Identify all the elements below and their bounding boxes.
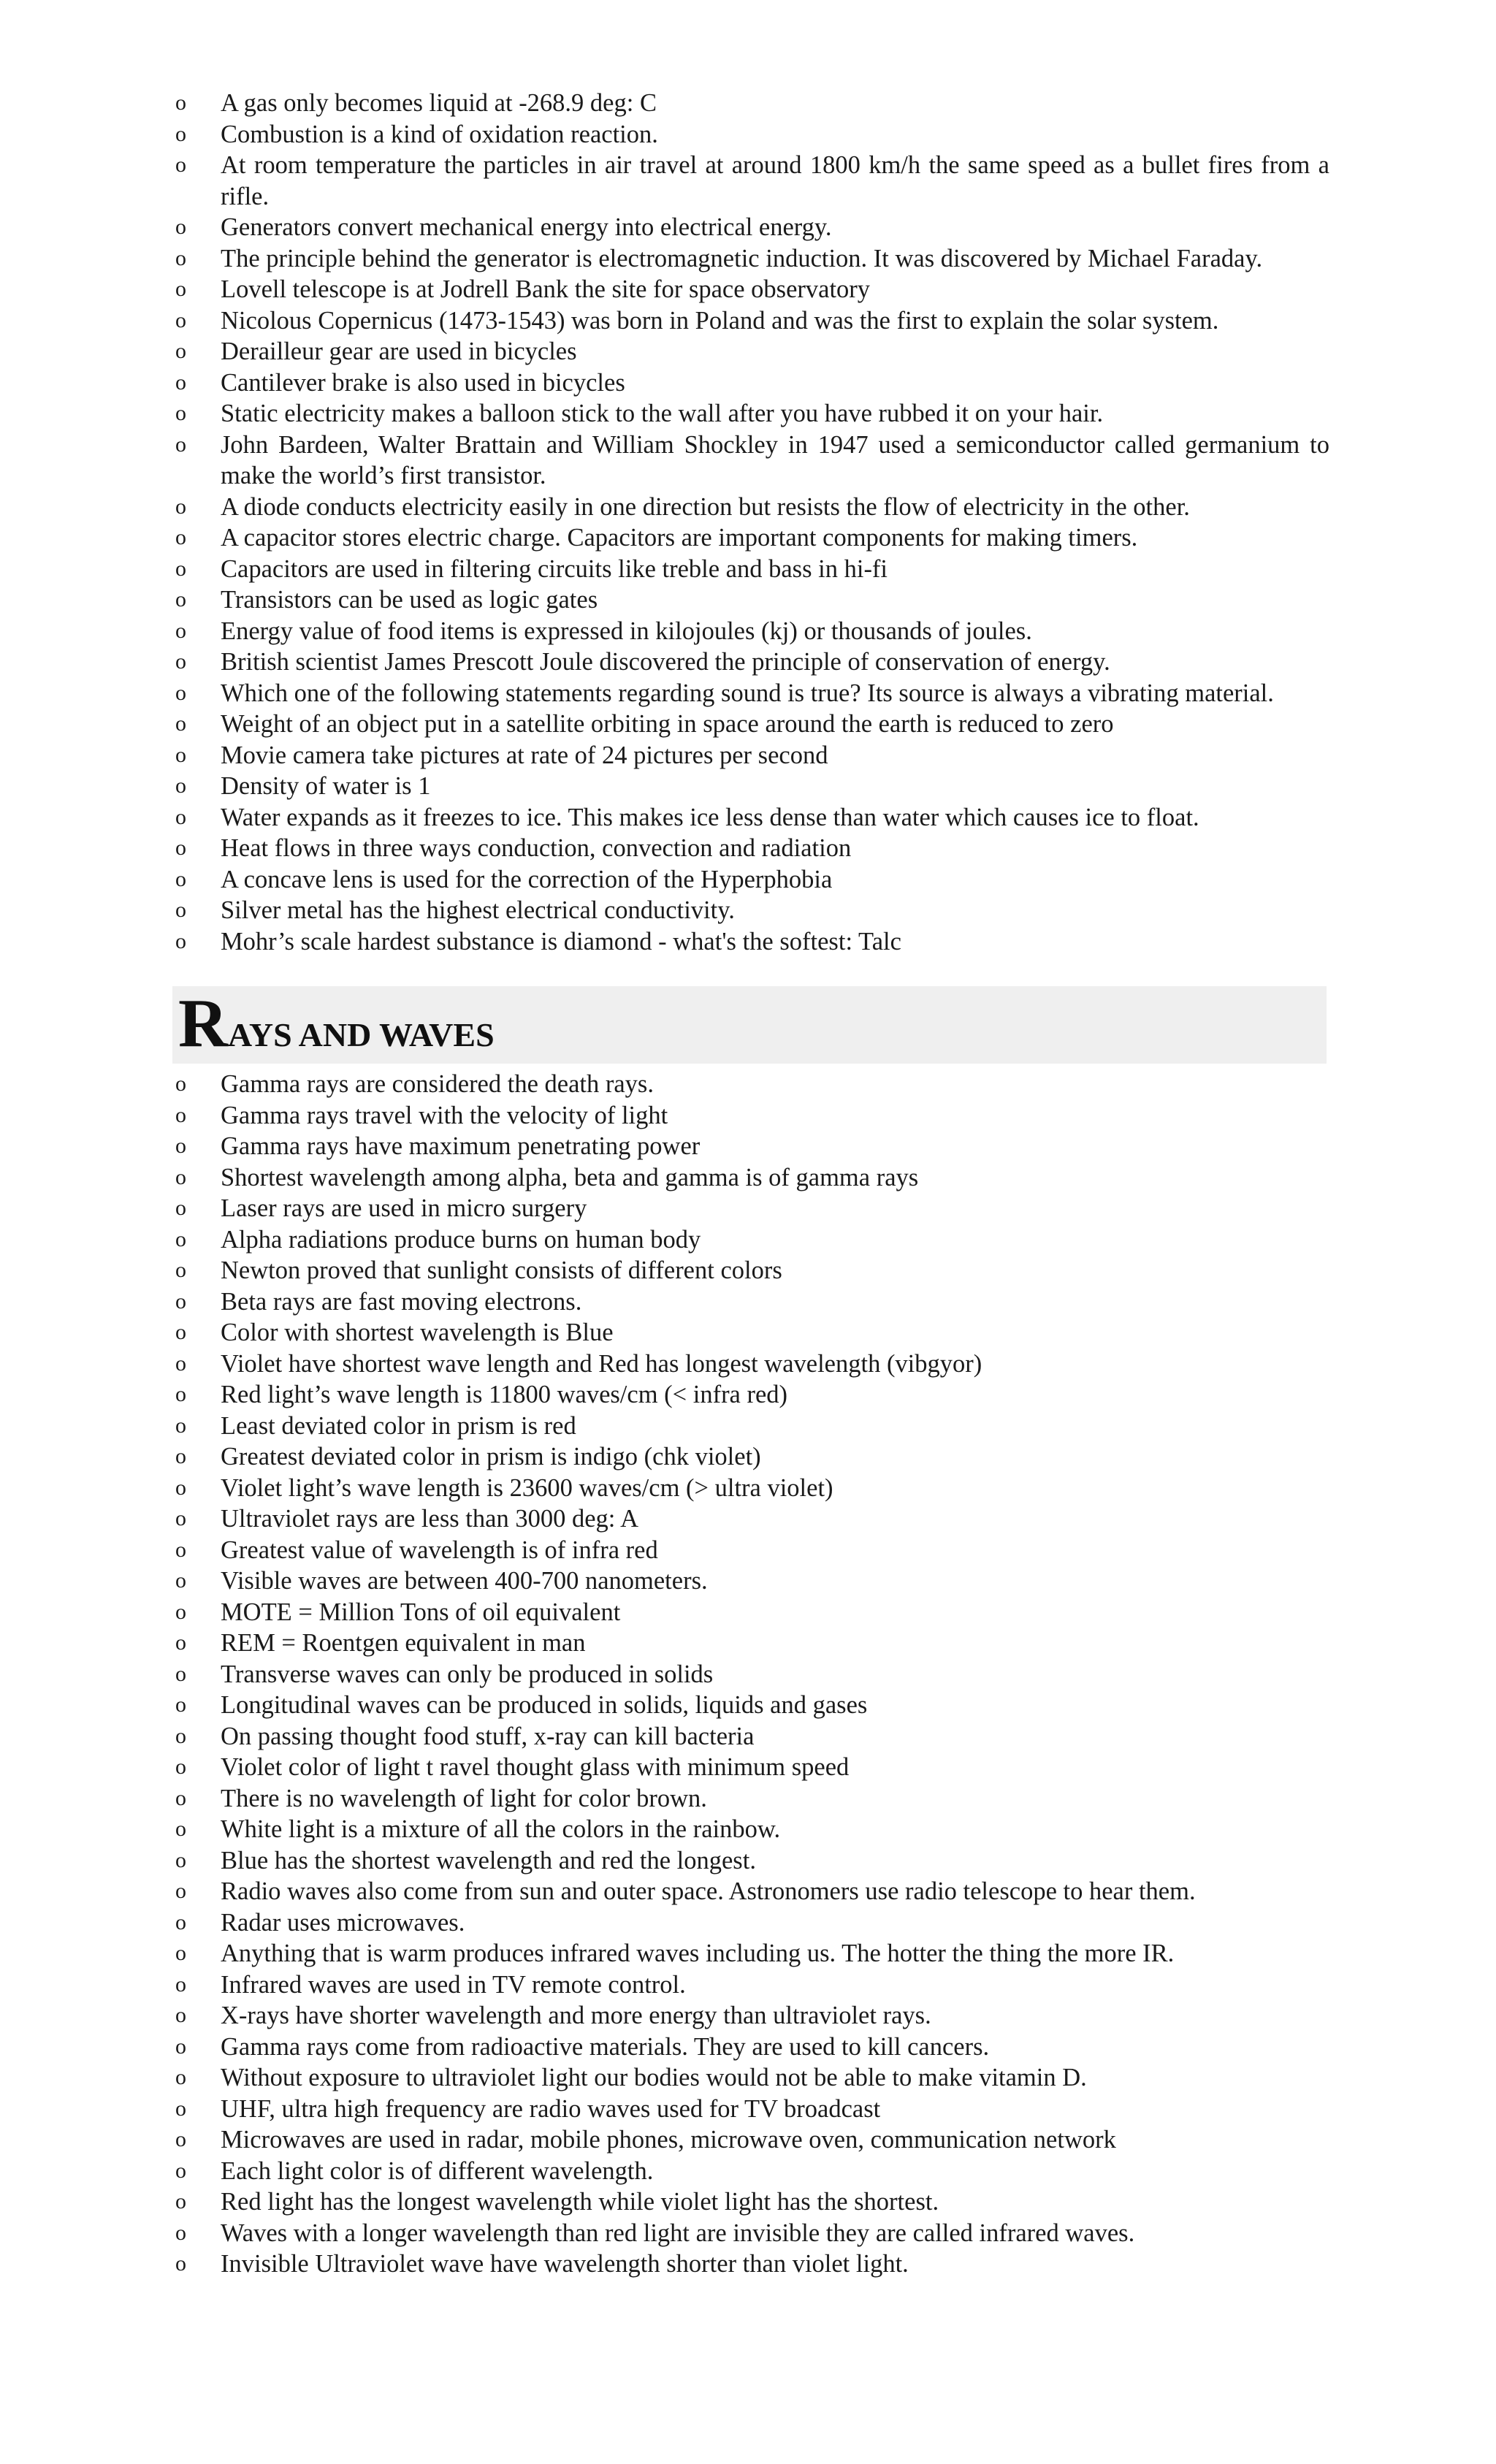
bullet-icon: o [175,1941,186,1965]
list-item [175,119,1329,150]
list-item-text: X-rays have shorter wavelength and more energy than ultraviolet rays. [221,2002,931,2029]
list-item [175,1535,1329,1566]
list-item [175,1411,1329,1442]
bullet-icon: o [175,1444,186,1468]
list-item-text: There is no wavelength of light for color brown. [221,1784,707,1812]
bullet-icon: o [175,2158,186,2183]
bullet-icon: o [175,1817,186,1841]
bullet-icon: o [175,1227,186,1251]
list-item [175,1628,1329,1659]
list-item [175,802,1329,834]
bullet-icon: o [175,1972,186,1996]
list-item-text: UHF, ultra high frequency are radio waves used for TV broadcast [221,2094,881,2123]
list-item-text: Energy value of food items is expressed in kilojoules (kj) or thousands of joules. [221,617,1032,645]
list-item [175,864,1329,896]
list-item-text: White light is a mixture of all the colors in the rainbow. [221,1815,781,1843]
list-item-text: Blue has the shortest wavelength and red the longest. [221,1846,756,1874]
list-item [175,926,1329,958]
bullet-icon: o [175,866,186,891]
list-item-text: Anything that is warm produces infrared waves including us. The hotter the thing the more IR. [221,1939,1175,1967]
bullet-icon: o [175,494,186,519]
bullet-icon: o [175,1413,186,1438]
bullet-icon: o [175,153,186,177]
list-item [175,2124,1329,2156]
list-item [175,2094,1329,2125]
bullet-icon: o [175,1847,186,1872]
bullet-icon: o [175,1537,186,1562]
list-item-text: Invisible Ultraviolet wave have wavelength shorter than violet light. [221,2250,909,2278]
bullet-icon: o [175,2251,186,2276]
list-item-text: At room temperature the particles in air travel at around 1800 km/h the same speed as a bullet fires from a rifle. [221,151,1329,210]
list-item [175,616,1329,647]
list-item-text: Gamma rays have maximum penetrating power [221,1132,701,1160]
list-item [175,1690,1329,1721]
bullet-icon: o [175,370,186,394]
bullet-icon: o [175,2003,186,2027]
list-item-text: Cantilever brake is also used in bicycles [221,368,625,397]
list-item-text: Shortest wavelength among alpha, beta and gamma is of gamma rays [221,1163,919,1191]
bullet-icon: o [175,712,186,736]
list-item [175,305,1329,337]
list-item-text: A capacitor stores electric charge. Capacitors are important components for making timers. [221,524,1138,552]
list-item [175,2186,1329,2218]
bullet-icon: o [175,836,186,860]
list-item-text: Heat flows in three ways conduction, convection and radiation [221,834,852,862]
list-item [175,1783,1329,1815]
list-item-text: Transistors can be used as logic gates [221,586,598,614]
list-item [175,243,1329,275]
list-item [175,1473,1329,1504]
list-item-text: Density of water is 1 [221,772,431,800]
list-item-text: Gamma rays are considered the death rays. [221,1070,654,1098]
list-item [175,1286,1329,1318]
list-item-text: Greatest deviated color in prism is indigo (chk violet) [221,1443,761,1471]
list-item-text: Silver metal has the highest electrical conductivity. [221,896,735,924]
list-item [175,1441,1329,1473]
bullet-icon: o [175,587,186,611]
bullet-icon: o [175,308,186,332]
section-title-initial: R [178,985,228,1061]
bullet-icon: o [175,1910,186,1934]
bullet-icon: o [175,2096,186,2121]
list-item-text: Greatest value of wavelength is of infra red [221,1536,658,1564]
list-item [175,1721,1329,1752]
bullet-icon: o [175,1102,186,1127]
list-item [175,709,1329,740]
list-item-text: Violet have shortest wave length and Red has longest wavelength (vibgyor) [221,1349,982,1378]
list-item-text: Transverse waves can only be produced in solids [221,1660,714,1688]
bullet-icon: o [175,121,186,146]
bullet-icon: o [175,1723,186,1748]
list-item-text: Combustion is a kind of oxidation reaction. [221,120,658,148]
list-item [175,430,1329,492]
list-item-text: Least deviated color in prism is red [221,1411,576,1440]
bullet-icon: o [175,1164,186,1189]
list-item-text: Laser rays are used in micro surgery [221,1194,587,1222]
bullet-icon: o [175,742,186,767]
list-item [175,1597,1329,1628]
bullet-icon: o [175,1599,186,1624]
list-item [175,1224,1329,1256]
bullet-icon: o [175,1258,186,1282]
bullet-icon: o [175,1196,186,1220]
list-item [175,1752,1329,1783]
list-item-text: Infrared waves are used in TV remote control. [221,1970,686,1999]
list-item-text: Lovell telescope is at Jodrell Bank the site for space observatory [221,275,871,303]
list-item [175,1565,1329,1597]
list-item [175,1100,1329,1132]
list-item [175,1255,1329,1286]
bullet-icon: o [175,2065,186,2089]
list-item-text: Red light has the longest wavelength while violet light has the shortest. [221,2188,939,2216]
list-item-text: Each light color is of different wavelength. [221,2156,654,2185]
bullet-icon: o [175,1568,186,1593]
list-item-text: On passing thought food stuff, x-ray can kill bacteria [221,1722,755,1750]
section-title-rest: AYS AND WAVES [227,1016,495,1053]
list-item [175,833,1329,864]
bullet-icon: o [175,1382,186,1406]
list-item [175,895,1329,926]
bullet-icon: o [175,245,186,270]
list-item-text: Visible waves are between 400-700 nanometers. [221,1567,708,1595]
bullet-icon: o [175,1475,186,1500]
list-item [175,1379,1329,1411]
list-item-text: Gamma rays come from radioactive materials. They are used to kill cancers. [221,2032,990,2061]
bullet-icon: o [175,680,186,705]
bullet-icon: o [175,1661,186,1686]
bullet-icon: o [175,339,186,363]
list-item [175,771,1329,802]
bullet-icon: o [175,277,186,301]
list-item [175,554,1329,585]
list-item [175,584,1329,616]
list-item-text: A gas only becomes liquid at -268.9 deg: C [221,89,657,117]
bullet-icon: o [175,401,186,425]
list-item-text: Ultraviolet rays are less than 3000 deg: A [221,1505,638,1533]
list-item-text: Alpha radiations produce burns on human body [221,1225,701,1254]
bullet-icon: o [175,1072,186,1096]
bullet-icon: o [175,1785,186,1810]
list-item-text: Without exposure to ultraviolet light our bodies would not be able to make vitamin D. [221,2064,1087,2091]
bullet-icon: o [175,1289,186,1313]
list-item-text: Beta rays are fast moving electrons. [221,1287,582,1316]
list-item-text: Water expands as it freezes to ice. This makes ice less dense than water which causes ice to float. [221,803,1199,831]
bullet-icon: o [175,2189,186,2213]
list-item [175,522,1329,554]
list-item [175,1969,1329,2001]
list-item [175,367,1329,399]
list-item [175,1938,1329,1969]
list-item [175,1659,1329,1690]
list-item-text: Weight of an object put in a satellite orbiting in space around the earth is reduced to zero [221,710,1114,738]
bullet-icon: o [175,215,186,239]
list-item-text: Microwaves are used in radar, mobile phones, microwave oven, communication network [221,2126,1116,2154]
list-item [175,274,1329,305]
bullet-icon: o [175,1630,186,1655]
bullet-icon: o [175,2034,186,2059]
list-item [175,678,1329,709]
bullet-icon: o [175,898,186,922]
list-item [175,492,1329,523]
list-item [175,2032,1329,2063]
list-item-text: Generators convert mechanical energy into electrical energy. [221,213,832,241]
list-item [175,88,1329,119]
list-item-text: Nicolous Copernicus (1473-1543) was born in Poland and was the first to explain the solar system. [221,306,1219,335]
list-item-text: Longitudinal waves can be produced in solids, liquids and gases [221,1691,868,1719]
bullet-icon: o [175,556,186,581]
facts-list [175,88,1329,957]
bullet-icon: o [175,525,186,549]
list-item-text: MOTE = Million Tons of oil equivalent [221,1598,621,1626]
list-item-text: Capacitors are used in filtering circuits like treble and bass in hi-fi [221,554,888,583]
list-item [175,150,1329,212]
list-item-text: A diode conducts electricity easily in one direction but resists the flow of electricity in the other. [221,492,1190,521]
list-item [175,646,1329,678]
list-item-text: Violet color of light t ravel thought glass with minimum speed [221,1753,850,1781]
section-heading [172,986,1327,1064]
bullet-icon: o [175,649,186,674]
bullet-icon: o [175,1879,186,1903]
list-item [175,1503,1329,1535]
list-item-text: The principle behind the generator is electromagnetic induction. It was discovered by Michael Faraday. [221,244,1263,272]
list-item [175,2000,1329,2032]
list-item-text: Newton proved that sunlight consists of different colors [221,1256,782,1284]
bullet-icon: o [175,2127,186,2151]
bullet-icon: o [175,91,186,115]
list-item-text: Gamma rays travel with the velocity of light [221,1101,668,1129]
list-item-text: Which one of the following statements regarding sound is true? Its source is always a vibrating material. [221,679,1274,707]
list-item [175,2249,1329,2280]
section-title [178,985,495,1061]
list-item [175,1317,1329,1349]
rays-and-waves-list [175,1069,1329,2280]
list-item-text: Derailleur gear are used in bicycles [221,337,577,365]
list-item [175,1193,1329,1224]
list-item-text: Violet light’s wave length is 23600 waves/cm (> ultra violet) [221,1473,833,1502]
bullet-icon: o [175,1320,186,1344]
bullet-icon: o [175,804,186,829]
list-item [175,1349,1329,1380]
list-item-text: Static electricity makes a balloon stick to the wall after you have rubbed it on your hair. [221,400,1104,427]
list-item [175,336,1329,367]
list-item [175,1814,1329,1845]
list-item [175,2062,1329,2094]
bullet-icon: o [175,1134,186,1158]
list-item [175,1131,1329,1162]
list-item [175,1845,1329,1877]
list-item-text: British scientist James Prescott Joule discovered the principle of conservation of energy. [221,648,1110,676]
list-item-text: Radar uses microwaves. [221,1908,465,1937]
list-item-text: Movie camera take pictures at rate of 24 pictures per second [221,741,828,769]
bullet-icon: o [175,1755,186,1779]
list-item [175,1069,1329,1100]
list-item-text: Mohr’s scale hardest substance is diamond - what's the softest: Talc [221,927,901,956]
list-item [175,2156,1329,2187]
list-item-text: Color with shortest wavelength is Blue [221,1319,614,1346]
bullet-icon: o [175,2220,186,2245]
list-item-text: Radio waves also come from sun and outer space. Astronomers use radio telescope to hear them. [221,1877,1196,1905]
bullet-icon: o [175,1693,186,1717]
bullet-icon: o [175,1351,186,1376]
list-item [175,398,1329,430]
bullet-icon: o [175,618,186,643]
list-item-text: Red light’s wave length is 11800 waves/cm (< infra red) [221,1381,788,1408]
bullet-icon: o [175,774,186,798]
list-item [175,740,1329,771]
list-item [175,1907,1329,1939]
list-item-text: John Bardeen, Walter Brattain and William Shockley in 1947 used a semiconductor called germanium to make the world’s first transistor. [221,430,1329,489]
list-item [175,1162,1329,1194]
bullet-icon: o [175,928,186,953]
list-item-text: Waves with a longer wavelength than red light are invisible they are called infrared waves. [221,2219,1135,2247]
list-item [175,2218,1329,2249]
list-item-text: REM = Roentgen equivalent in man [221,1629,586,1657]
list-item-text: A concave lens is used for the correction of the Hyperphobia [221,865,833,893]
list-item [175,1876,1329,1907]
bullet-icon: o [175,432,186,457]
bullet-icon: o [175,1506,186,1530]
list-item [175,212,1329,243]
